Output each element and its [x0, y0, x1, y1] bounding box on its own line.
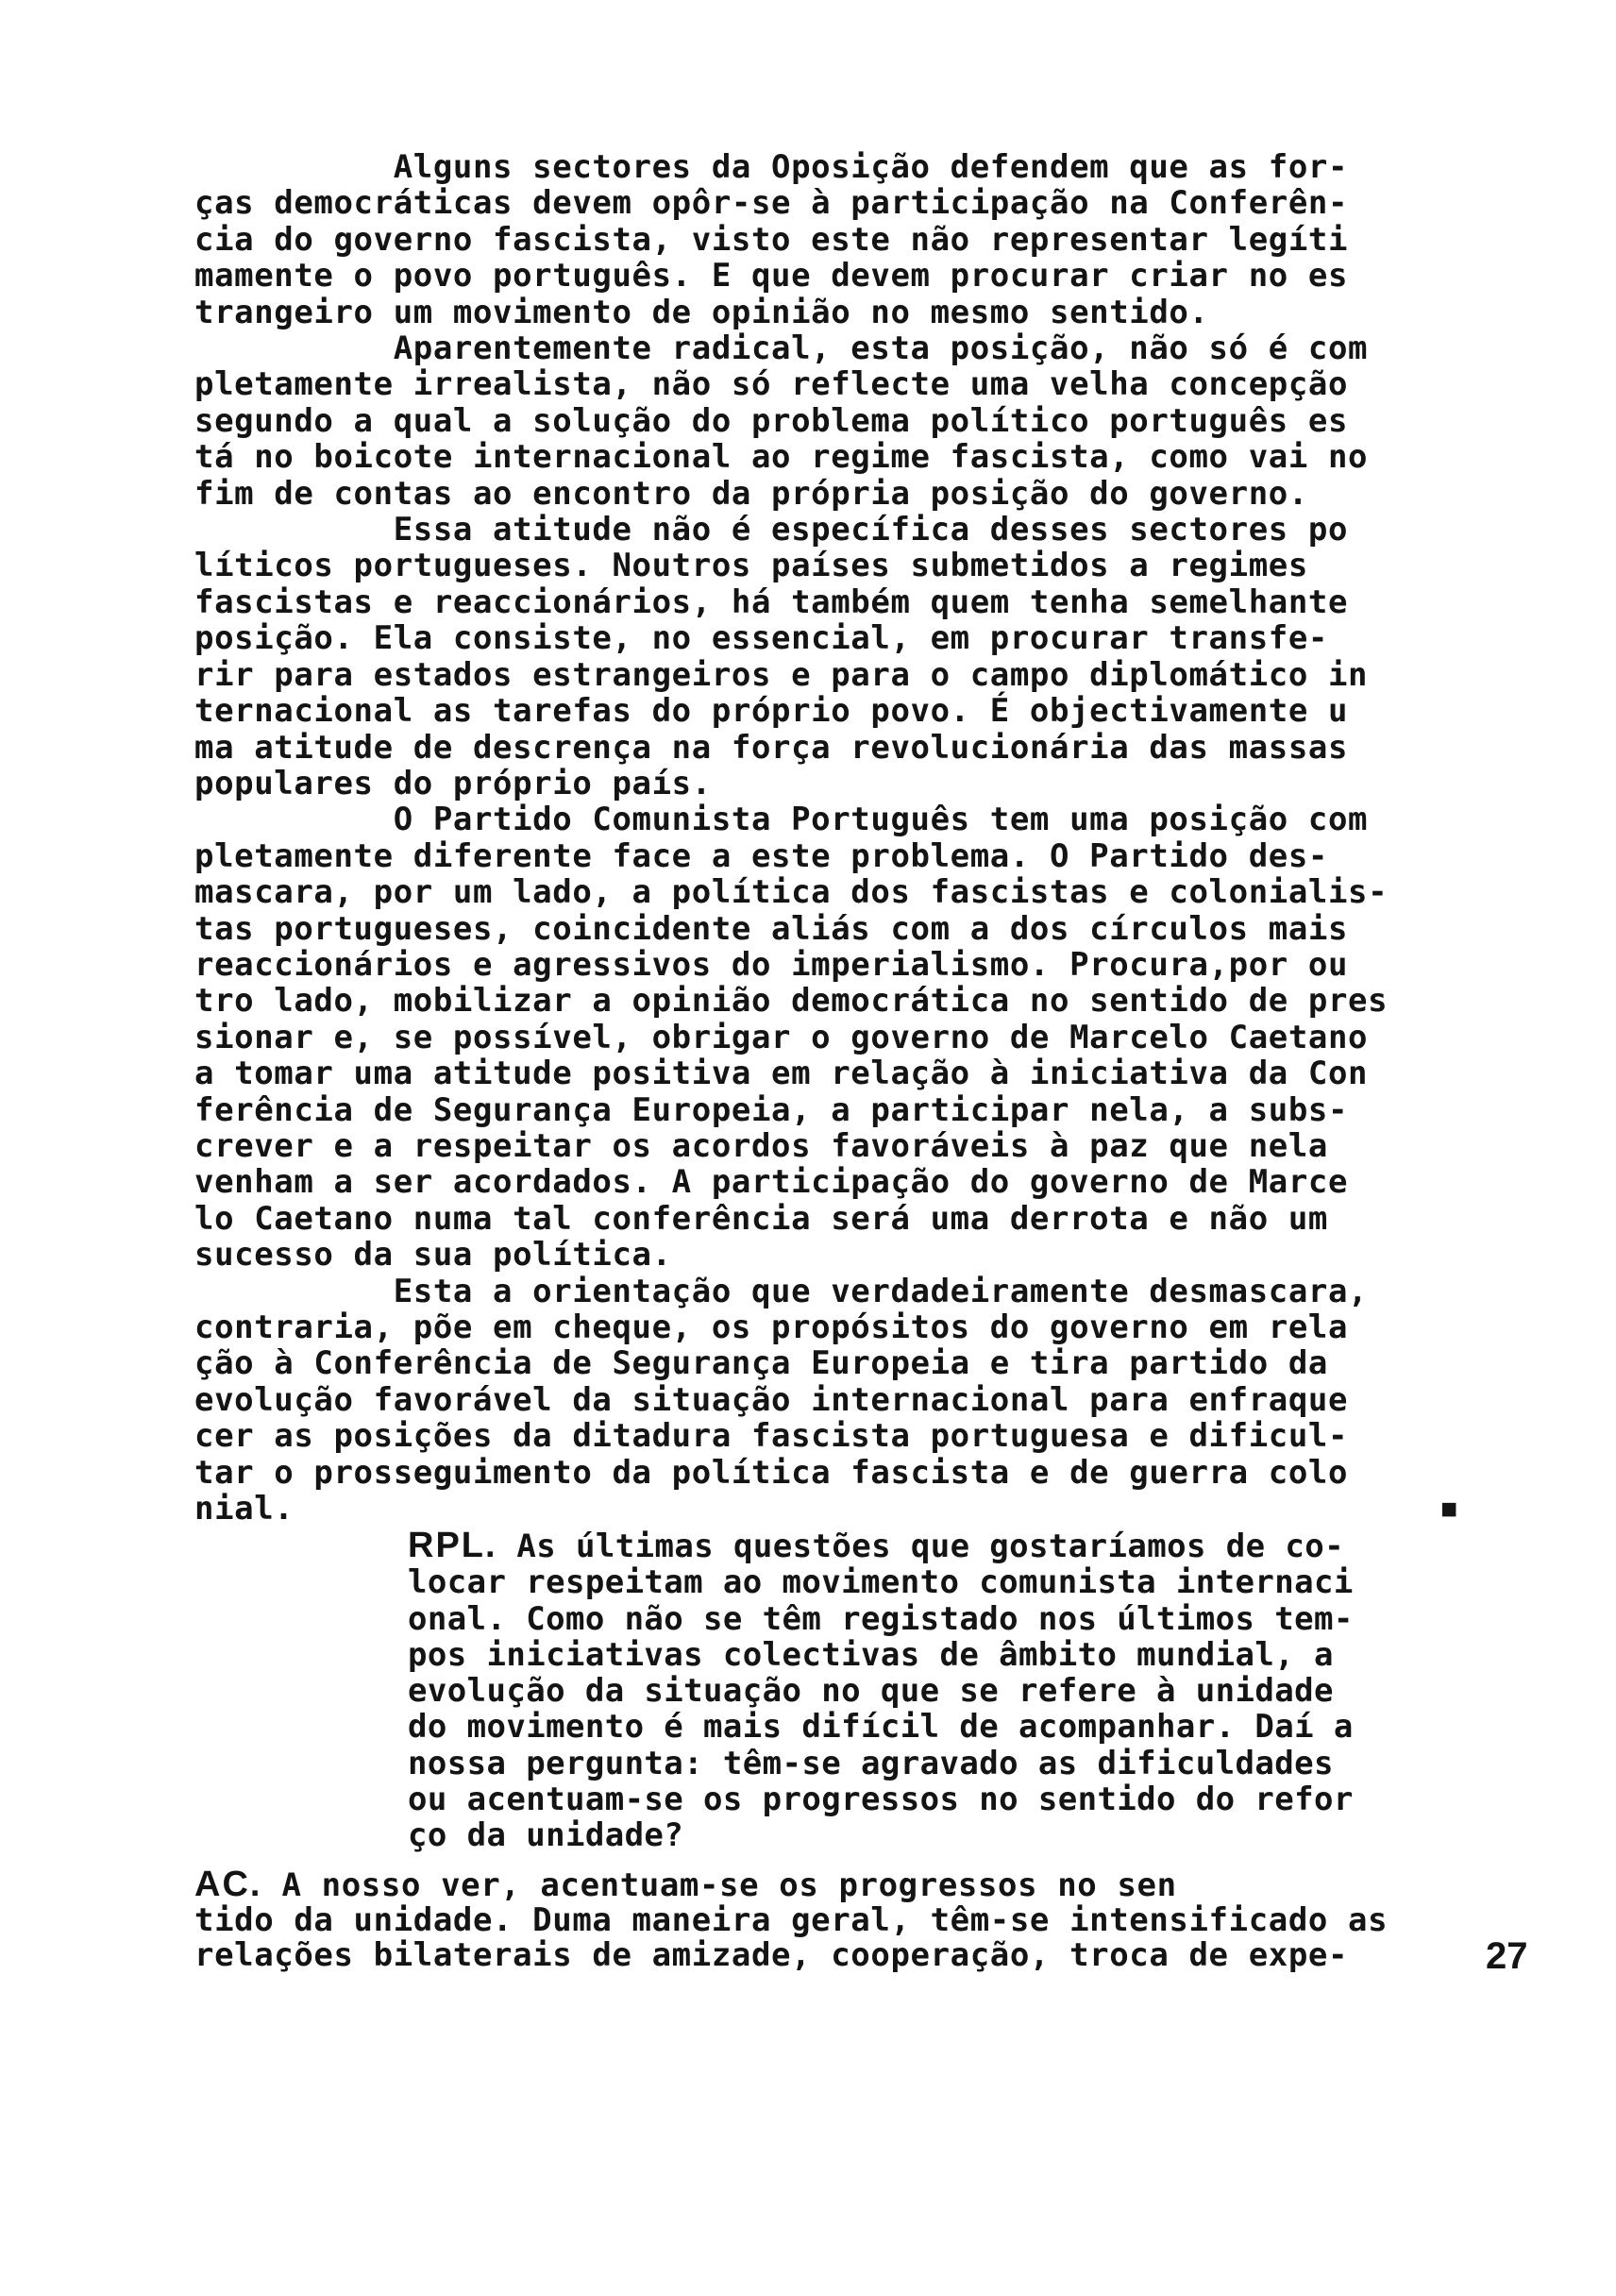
section-end-mark: ■ [1440, 1494, 1458, 1525]
interview-question [408, 1528, 1465, 1854]
answer-text: A nosso ver, acentuam-se os progressos no sen tido da unidade. Duma maneira geral, têm-se intensificado as relações bilaterais de amizade, cooperação, troca de expe- [194, 1866, 1389, 1974]
answer-speaker-label: AC. [194, 1865, 262, 1904]
question-speaker-label: RPL. [408, 1526, 497, 1565]
article-body-text: Alguns sectores da Oposição defendem que as for- ças democráticas devem opôr-se à participação na Conferên- cia do governo fascista, visto este não representar legíti mamente o povo português. E que devem procurar criar no es trangeiro um movimento de opinião no mesmo sentido. Aparentemente radical, esta posição, não só é com pletamente irrealista, não só reflecte uma velha concepção segundo a qual a solução do problema político português es tá no boicote internacional ao regime fascista, como vai no fim de contas ao encontro da própria posição do governo. Essa atitude não é específica desses sectores po líticos portugueses. Noutros países submetidos a regimes fascistas e reaccionários, há também quem tenha semelhante posição. Ela consiste, no essencial, em procurar transfe- rir para estados estrangeiros e para o campo diplomático in ternacional as tarefas do próprio povo. É objectivamente u ma atitude de descrença na força revolucionária das massas populares do próprio país. O Partido Comunista Português tem uma posição com pletamente diferente face a este problema. O Partido des- mascara, por um lado, a política dos fascistas e colonialis- tas portugueses, coincidente aliás com a dos círculos mais reaccionários e agressivos do imperialismo. Procura,por ou tro lado, mobilizar a opinião democrática no sentido de pres sionar e, se possível, obrigar o governo de Marcelo Caetano a tomar uma atitude positiva em relação à iniciativa da Con ferência de Segurança Europeia, a participar nela, a subs- crever e a respeitar os acordos favoráveis à paz que nela venham a ser acordados. A participação do governo de Marce lo Caetano numa tal conferência será uma derrota e não um sucesso da sua política. Esta a orientação que verdadeiramente desmascara, contraria, põe em cheque, os propósitos do governo em rela ção à Conferência de Segurança Europeia e tira partido da evolução favorável da situação internacional para enfraque cer as posições da ditadura fascista portuguesa e dificul- tar o prosseguimento da política fascista e de guerra colo nial. [194, 148, 1389, 1528]
question-text: As últimas questões que gostaríamos de co- locar respeitam ao movimento comunista internaci onal. Como não se têm registado nos últimos tem- pos iniciativas colectivas de âmbito mundial, a evolução da situação no que se refere à unidade do movimento é mais difícil de acompanhar. Daí a nossa pergunta: têm-se agravado as dificuldades ou acentuam-se os progressos no sentido do refor ço da unidade? [408, 1528, 1354, 1855]
page-number: 27 [1486, 1935, 1528, 1977]
interview-answer [194, 1867, 1459, 1973]
